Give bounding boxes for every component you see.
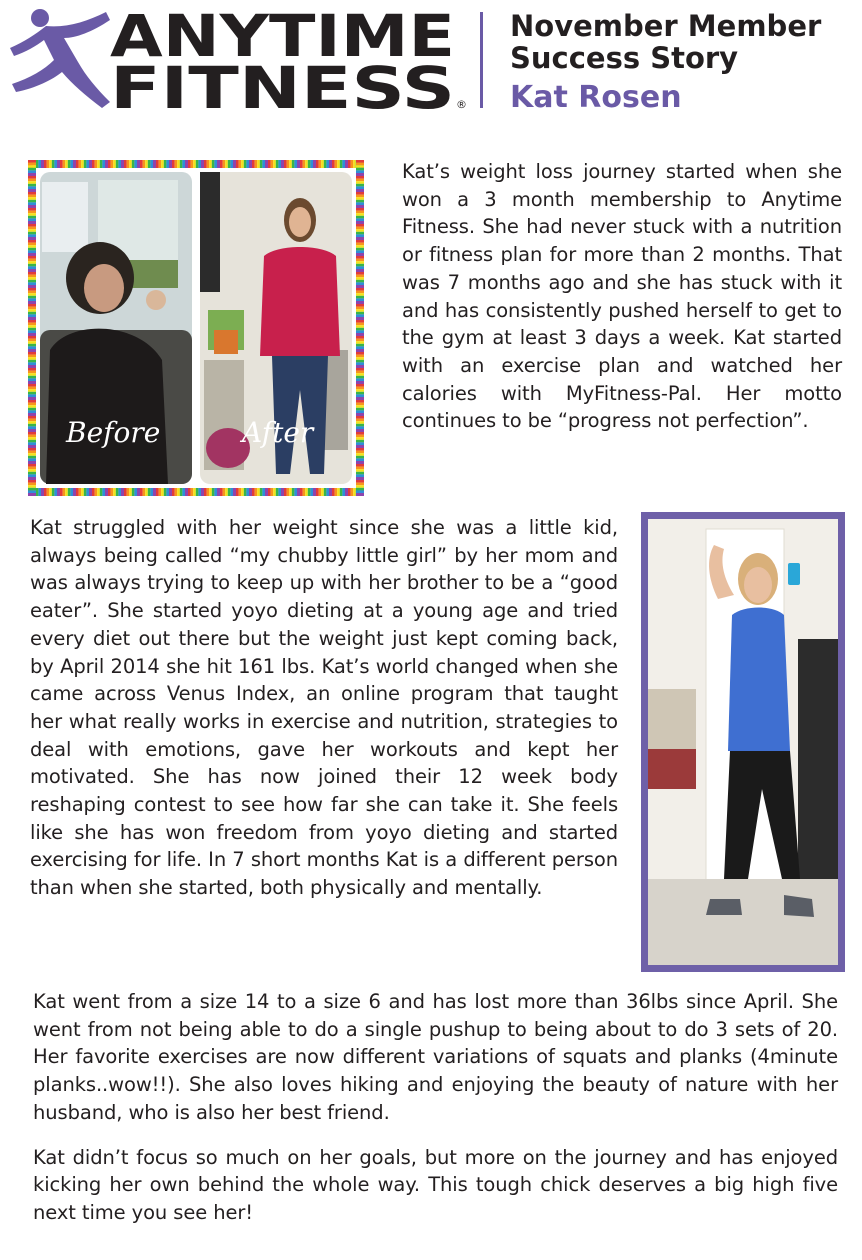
page-header (0, 0, 862, 120)
title-line-2: Success Story (510, 41, 739, 75)
logo-text-top: ANYTIME (110, 4, 455, 70)
after-photo (200, 172, 352, 484)
title-line-1: November Member (510, 9, 822, 43)
intro-paragraph: Kat’s weight loss journey started when she won a 3 month membership to Anytime Fitness. She had never stuck with a nutrition or fitness plan for more than 2 months. That was 7 months ago and she has stuck with it and has consistently pushed herself to get to the gym at least 3 days a week. Kat started with an exercise plan and watched her calories with MyFitness-Pal. Her motto continues to be “progress not perfection”. (402, 160, 842, 433)
running-person-icon (10, 9, 110, 108)
before-after-photo (28, 160, 364, 496)
results-paragraph: Kat went from a size 14 to a size 6 and has lost more than 36lbs since April. She went from not being able to do a single pushup to being about to do 3 sets of 20. Her favorite exercises are now different variations of squats and planks (4minute planks..wow!!). She also loves hiking and enjoying the beauty of nature with her husband, who is also her best friend. (33, 990, 838, 1124)
before-photo (40, 172, 192, 484)
member-name: Kat Rosen (510, 80, 682, 115)
before-label: Before (66, 416, 161, 449)
selfie-photo (648, 519, 838, 965)
intro-section (402, 158, 842, 435)
header-divider (480, 12, 483, 108)
after-label: After (242, 416, 314, 449)
logo-text-bottom: FITNESS (110, 54, 455, 112)
middle-section (30, 514, 618, 902)
title-block (510, 10, 821, 118)
bottom-section (33, 988, 838, 1227)
middle-paragraph: Kat struggled with her weight since she was a little kid, always being called “my chubby little girl” by her mom and was always trying to keep up with her brother to be a “good eater”. She started yoyo dieting at a young age and tried every diet out there but the weight just kept coming back, by April 2014 she hit 161 lbs. Kat’s world changed when she came across Venus Index, an online program that taught her what really works in exercise and nutrition, strategies to deal with emotions, gave her workouts and kept her motivated. She has now joined their 12 week body reshaping contest to see how far she can take it. She feels like she has won freedom from yoyo dieting and started exercising for life. In 7 short months Kat is a different person than when she started, both physically and mentally. (30, 516, 618, 900)
closing-paragraph: Kat didn’t focus so much on her goals, but more on the journey and has enjoyed kicking her own behind the whole way. This tough chick deserves a big high five next time you see her! (33, 1145, 838, 1224)
registered-mark: ® (456, 98, 467, 111)
anytime-fitness-logo (6, 4, 468, 112)
before-after-image (28, 160, 364, 496)
selfie-photo-frame (641, 512, 845, 972)
